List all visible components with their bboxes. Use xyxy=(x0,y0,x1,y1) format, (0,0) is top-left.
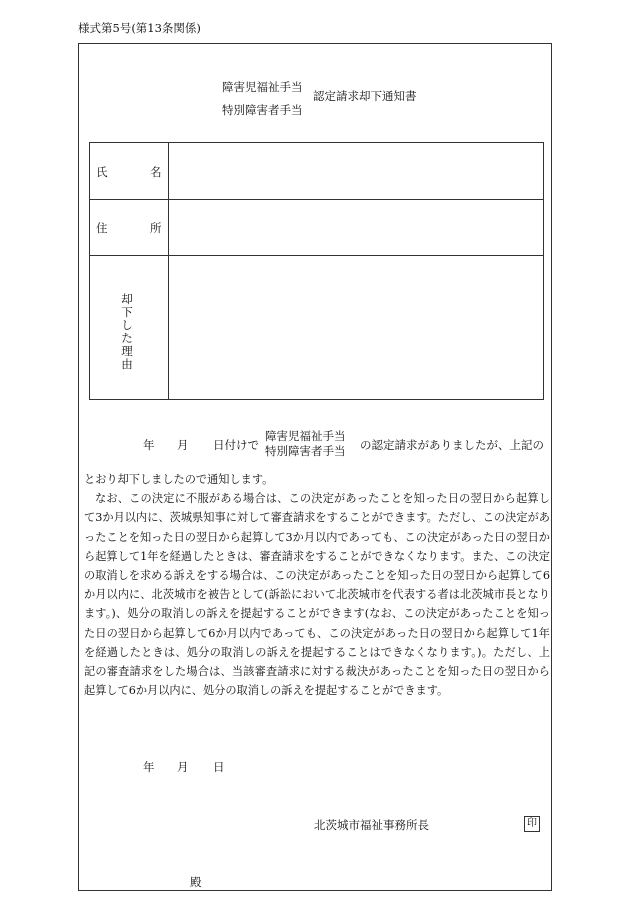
name-label-1: 氏 xyxy=(96,165,108,179)
info-table xyxy=(89,142,544,400)
sentence-day-suffix: 日付けで xyxy=(213,438,259,452)
form-number: 様式第5号(第13条関係) xyxy=(78,21,201,35)
title-allowance-1: 障害児福祉手当 xyxy=(222,80,303,94)
sentence-rest: の認定請求がありましたが、上記の xyxy=(360,438,544,452)
notice-body xyxy=(84,470,550,700)
addressee-suffix: 殿 xyxy=(190,875,202,889)
sentence-allowance-1: 障害児福祉手当 xyxy=(265,429,346,443)
notice-paragraph: なお、この決定に不服がある場合は、この決定があったことを知った日の翌日から起算して3か月以内に、茨城県知事に対して審査請求をすることができます。ただし、この決定があったことを知った日の翌日から起算して3か月以内であっても、この決定があった日の翌日から起算して1年を経過したときは、審査請求をすることができなくなります。また、この決定の取消しを求める訴えをする場合は、この決定があったことを知った日の翌日から起算して6か月以内に、北茨城市を被告として(訴訟において北茨城市を代表する者は北茨城市長となります。)、処分の取消しの訴えを提起することができます(なお、この決定があったことを知った日の翌日から起算して6か月以内であっても、この決定があった日の翌日から起算して1年を経過したときは、処分の取消しの訴えを提起することはできなくなります。)。ただし、上記の審査請求をした場合は、当該審査請求に対する裁決があったことを知った日の翌日から起算して6か月以内に、処分の取消しの訴えを提起することができます。 xyxy=(84,492,550,698)
address-label-2: 所 xyxy=(150,221,162,235)
issuer-name: 北茨城市福祉事務所長 xyxy=(314,818,429,832)
name-label-2: 名 xyxy=(150,165,162,179)
sentence-month: 月 xyxy=(177,438,189,452)
title-allowance-names xyxy=(222,76,303,122)
sentence-year: 年 xyxy=(143,438,155,452)
sentence-allowance-2: 特別障害者手当 xyxy=(265,444,346,458)
row-divider xyxy=(90,255,543,256)
reason-label: 却下した理由 xyxy=(121,292,133,371)
date-month: 月 xyxy=(177,760,189,774)
title-allowance-2: 特別障害者手当 xyxy=(222,103,303,117)
sentence-allowance-names xyxy=(265,429,346,459)
seal-mark: 印 xyxy=(524,816,540,832)
address-label-1: 住 xyxy=(96,221,108,235)
document-title: 認定請求却下通知書 xyxy=(313,89,417,103)
date-year: 年 xyxy=(143,760,155,774)
sentence-line-2: とおり却下しましたので通知します。 xyxy=(84,473,274,486)
row-divider xyxy=(90,199,543,200)
date-day: 日 xyxy=(213,760,225,774)
